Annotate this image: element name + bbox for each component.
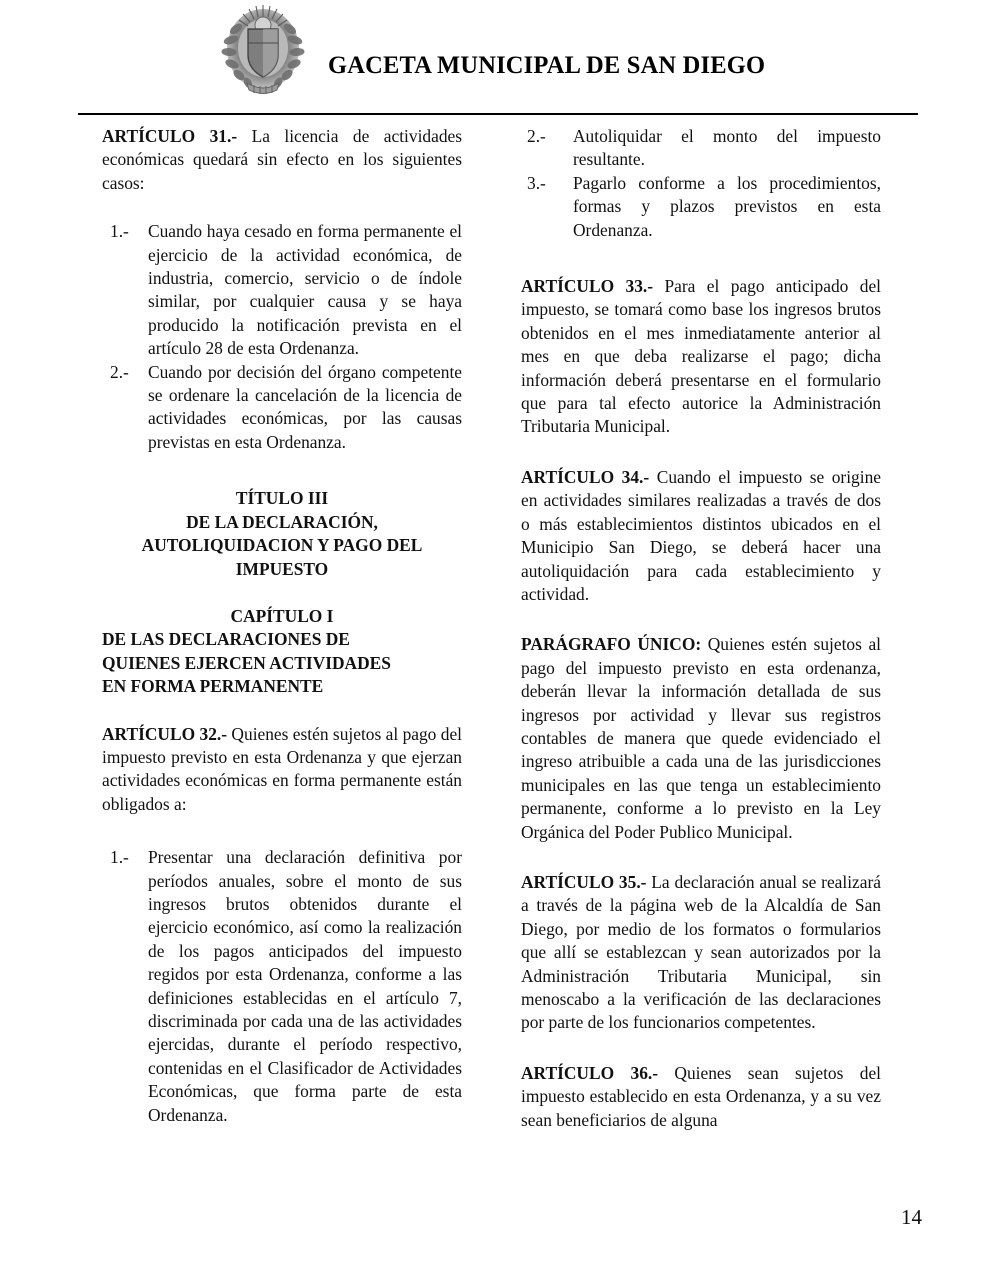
page-number: 14 [901, 1205, 922, 1229]
left-column [102, 125, 462, 1142]
article-35-paragraph [521, 871, 881, 1035]
list-marker: 2.- [110, 361, 129, 382]
titulo-line-3: AUTOLIQUIDACION Y PAGO DEL [141, 535, 423, 556]
article-31-body: La licencia de actividades económicas quedará sin efecto en los siguientes casos: [102, 126, 462, 193]
article-33-body: Para el pago anticipado del impuesto, se tomará como base los ingresos brutos obtenidos en el mes inmediatamente anterior al mes en que deba realizarse el pago; dicha información deberá presentarse en el formulario que para tal efecto autorice la Administración Tributaria Municipal. [521, 276, 881, 437]
spacer [102, 831, 462, 846]
article-32-body: Quienes estén sujetos al pago del impuesto previsto en esta Ordenanza y que ejerzan actividades económicas en forma permanente están obligados a: [102, 723, 463, 814]
article-31-paragraph [102, 125, 462, 195]
list-item [102, 361, 462, 455]
list-marker: 3.- [527, 172, 546, 193]
paragrafo-unico-label: PARÁGRAFO ÚNICO: [521, 634, 702, 655]
capitulo-subheading [102, 628, 462, 698]
capitulo-sub-line-1: DE LAS DECLARACIONES DE [102, 629, 350, 650]
article-34-paragraph [521, 466, 881, 606]
spacer [521, 1050, 881, 1062]
spacer [521, 454, 881, 466]
titulo-line-1: TÍTULO III [235, 488, 329, 509]
article-32-label: ARTÍCULO 32.- [102, 723, 228, 744]
capitulo-line-1: CAPÍTULO I [230, 605, 334, 626]
titulo-line-2: DE LA DECLARACIÓN, [186, 511, 378, 532]
article-34-body: Cuando el impuesto se origine en actividades similares realizadas a través de dos o más establecimientos distintos ubicados en el Municipio San Diego, se deberá hacer una autoliquidación para cada establecimiento y actividad. [521, 466, 881, 604]
right-column [521, 125, 881, 1132]
article-36-paragraph [521, 1062, 881, 1132]
list-marker: 1.- [110, 221, 129, 242]
list-marker: 2.- [527, 126, 546, 146]
article-32-list [102, 846, 462, 1127]
list-text: Pagarlo conforme a los procedimientos, formas y plazos previstos en esta Ordenanza. [573, 172, 881, 240]
list-item [521, 125, 881, 172]
two-column-body [0, 125, 990, 1215]
capitulo-sub-line-3: EN FORMA PERMANENTE [102, 676, 324, 697]
spacer [102, 699, 462, 723]
article-31-list [102, 220, 462, 454]
article-35-label: ARTÍCULO 35.- [521, 871, 647, 892]
article-33-label: ARTÍCULO 33.- [521, 276, 654, 297]
spacer [521, 257, 881, 275]
capitulo-heading [102, 605, 462, 628]
header-divider [78, 113, 918, 115]
spacer [102, 581, 462, 605]
article-35-body: La declaración anual se realizará a través de la página web de la Alcaldía de San Diego, por medio de los formatos o formularios que allí se establezcan y sean autorizados por la Administración Tributaria Municipal, sin menoscabo a la verificación de las declaraciones por parte de los funcionarios competentes. [521, 871, 882, 1033]
article-36-body: Quienes sean sujetos del impuesto establecido en esta Ordenanza, y a su vez sean beneficiarios de alguna [521, 1062, 881, 1130]
article-31-label: ARTÍCULO 31.- [102, 126, 238, 146]
spacer [102, 210, 462, 220]
list-text: Cuando haya cesado en forma permanente el ejercicio de la actividad económica, de industria, comercio, servicio o de índole similar, por cualquier causa y se haya producido la notificación prevista en el artículo 28 de esta Ordenanza. [148, 221, 462, 359]
spacer [102, 469, 462, 487]
capitulo-sub-line-2: QUIENES EJERCEN ACTIVIDADES [102, 652, 391, 673]
masthead [0, 0, 990, 96]
list-item [521, 172, 881, 242]
titulo-heading [102, 487, 462, 581]
continued-list [521, 125, 881, 242]
list-marker: 1.- [110, 847, 129, 868]
paragrafo-unico-paragraph [521, 633, 881, 844]
list-item [102, 220, 462, 360]
list-item [102, 846, 462, 1127]
article-34-label: ARTÍCULO 34.- [521, 466, 650, 487]
list-text: Presentar una declaración definitiva por períodos anuales, sobre el monto de sus ingresos brutos obtenidos durante el ejercicio económico, así como la realización de los pagos anticipados del impuesto regidos por esta Ordenanza, conforme a las definiciones establecidas en el artículo 7, discriminada por cada una de las actividades ejercidas, durante el período respectivo, contenidas en el Clasificador de Actividades Económicas, que forma parte de esta Ordenanza. [148, 847, 462, 1125]
titulo-line-4: IMPUESTO [235, 558, 329, 579]
article-36-label: ARTÍCULO 36.- [521, 1062, 659, 1083]
article-33-paragraph [521, 275, 881, 439]
list-text: Cuando por decisión del órgano competente se ordenare la cancelación de la licencia de actividades económicas, por las causas previstas en esta Ordenanza. [148, 361, 462, 452]
paragrafo-unico-body: Quienes estén sujetos al pago del impuesto previsto en esta ordenanza, deberán llevar la información detallada de sus ingresos por actividad y llevar sus registros contables de manera que quede evidenciado el ingreso atribuible a cada una de las jurisdicciones municipales en las que tenga un establecimiento permanente, conforme a lo previsto en la Ley Orgánica del Poder Publico Municipal. [521, 634, 881, 842]
coat-of-arms-icon [214, 3, 312, 97]
spacer [521, 621, 881, 633]
list-text: Autoliquidar el monto del impuesto resultante. [573, 126, 881, 170]
article-32-paragraph [102, 723, 462, 817]
spacer [521, 859, 881, 871]
page-title: GACETA MUNICIPAL DE SAN DIEGO [328, 50, 766, 79]
